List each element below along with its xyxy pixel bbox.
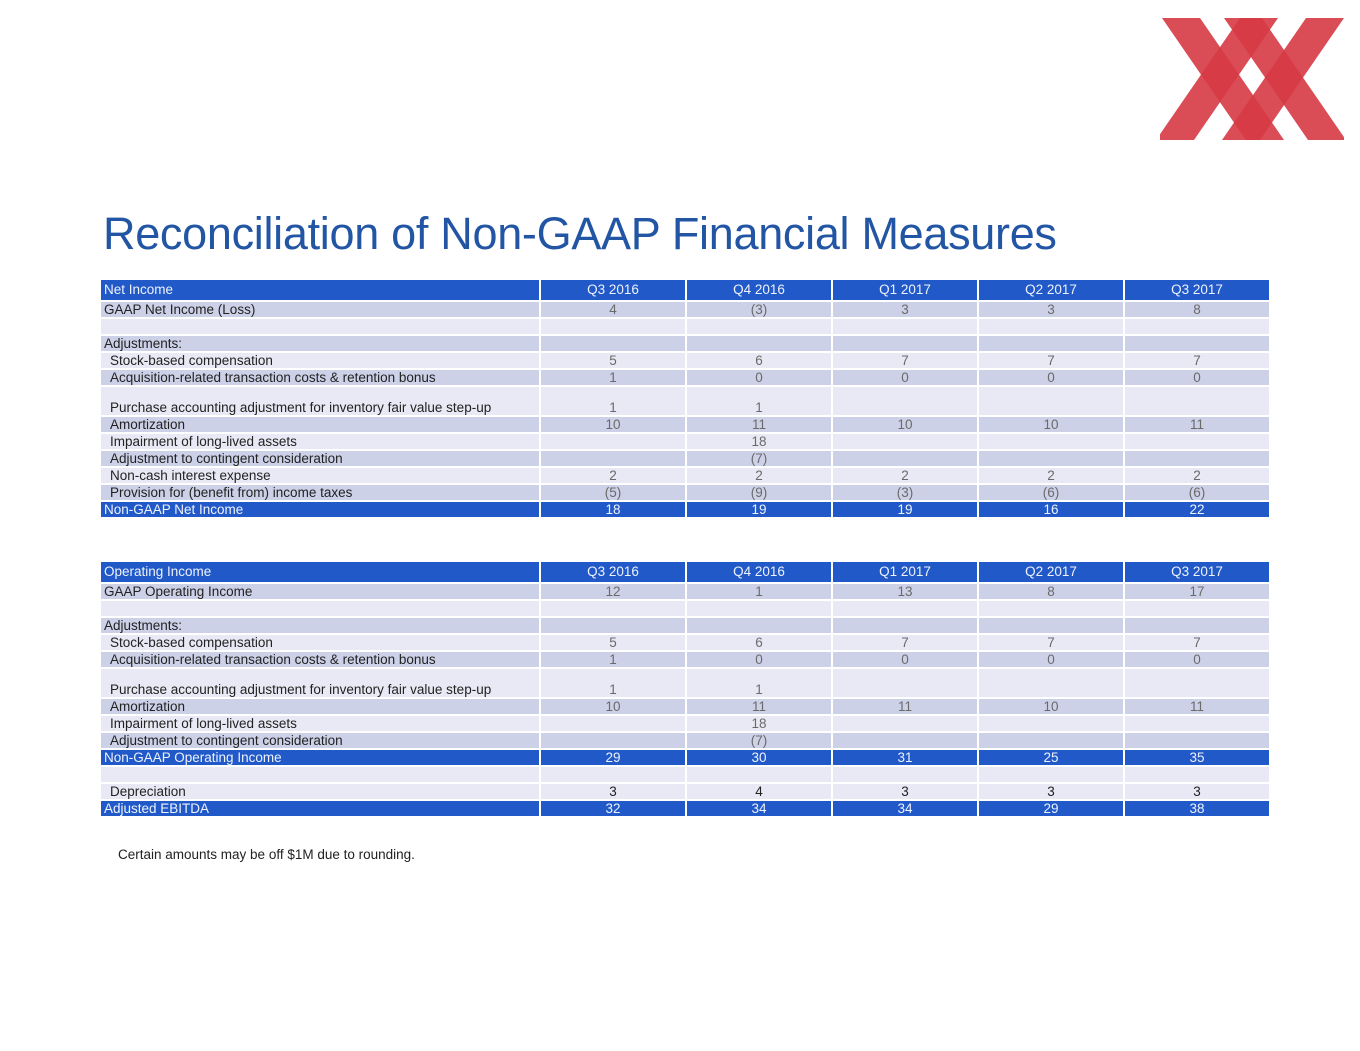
value-cell: (5) [540,484,686,501]
value-cell [1124,668,1270,698]
value-cell: 25 [978,749,1124,766]
page-title: Reconciliation of Non-GAAP Financial Measures [103,208,1057,259]
value-cell: 10 [978,698,1124,715]
row-label: Stock-based compensation [100,634,540,651]
depreciation-row [100,783,1270,800]
table-row [100,715,1270,732]
value-cell [1124,732,1270,749]
value-cell: 1 [540,369,686,386]
value-cell: 2 [540,467,686,484]
row-label: Amortization [100,698,540,715]
value-cell: 5 [540,634,686,651]
table-row [100,301,1270,318]
value-cell [978,433,1124,450]
value-cell [832,617,978,634]
table-row [100,617,1270,634]
value-cell [832,335,978,352]
value-cell: 5 [540,352,686,369]
row-label: Impairment of long-lived assets [100,433,540,450]
value-cell [686,600,832,617]
value-cell: 3 [832,783,978,800]
value-cell [832,433,978,450]
value-cell: 3 [1124,783,1270,800]
column-header: Q2 2017 [978,279,1124,301]
value-cell: 10 [540,416,686,433]
value-cell: 18 [540,501,686,518]
column-header: Q1 2017 [832,561,978,583]
value-cell [978,450,1124,467]
row-label: Adjustments: [100,617,540,634]
column-header: Q3 2016 [540,279,686,301]
value-cell: 34 [686,800,832,817]
value-cell: 0 [832,651,978,668]
value-cell [686,617,832,634]
row-label: Stock-based compensation [100,352,540,369]
value-cell: 3 [540,783,686,800]
value-cell: 0 [686,651,832,668]
table-row [100,433,1270,450]
column-header: Q4 2016 [686,561,832,583]
value-cell [686,318,832,335]
value-cell: 2 [1124,467,1270,484]
value-cell: 10 [540,698,686,715]
table-row [100,484,1270,501]
empty-cell [1124,766,1270,783]
value-cell: 31 [832,749,978,766]
table-header [100,279,1270,301]
value-cell: 32 [540,800,686,817]
value-cell: 10 [832,416,978,433]
value-cell: 1 [686,386,832,416]
value-cell: 34 [832,800,978,817]
value-cell [1124,335,1270,352]
row-label: Purchase accounting adjustment for inventory fair value step-up [100,668,540,698]
value-cell: 17 [1124,583,1270,600]
table-row [100,335,1270,352]
value-cell: 4 [686,783,832,800]
row-label [100,600,540,617]
value-cell: 2 [686,467,832,484]
value-cell: (3) [686,301,832,318]
value-cell [832,732,978,749]
spacer-row [100,766,1270,783]
value-cell [686,335,832,352]
row-label: Adjustment to contingent consideration [100,732,540,749]
row-label: Acquisition-related transaction costs & retention bonus [100,369,540,386]
value-cell: 7 [1124,352,1270,369]
value-cell [1124,600,1270,617]
value-cell: 0 [832,369,978,386]
value-cell [978,335,1124,352]
table-row [100,386,1270,416]
table-row [100,634,1270,651]
value-cell: 6 [686,634,832,651]
table-row [100,369,1270,386]
column-header: Q3 2016 [540,561,686,583]
value-cell: 19 [686,501,832,518]
value-cell: 2 [978,467,1124,484]
value-cell [1124,617,1270,634]
row-label: Adjusted EBITDA [100,800,540,817]
value-cell: 12 [540,583,686,600]
value-cell [1124,433,1270,450]
value-cell: 7 [1124,634,1270,651]
table-row [100,352,1270,369]
value-cell [978,318,1124,335]
row-label: Adjustment to contingent consideration [100,450,540,467]
value-cell: 6 [686,352,832,369]
value-cell: 8 [1124,301,1270,318]
value-cell [1124,450,1270,467]
value-cell [978,386,1124,416]
table-row [100,668,1270,698]
value-cell: 2 [832,467,978,484]
value-cell: (7) [686,732,832,749]
rounding-footnote: Certain amounts may be off $1M due to rounding. [118,847,415,862]
value-cell [978,600,1124,617]
value-cell: 0 [686,369,832,386]
column-header: Q4 2016 [686,279,832,301]
value-cell: 11 [686,416,832,433]
value-cell: (9) [686,484,832,501]
value-cell: (7) [686,450,832,467]
value-cell [1124,386,1270,416]
value-cell: (3) [832,484,978,501]
value-cell [978,715,1124,732]
table-row [100,416,1270,433]
value-cell: 1 [540,386,686,416]
value-cell [1124,715,1270,732]
table-row [100,467,1270,484]
value-cell: 13 [832,583,978,600]
value-cell [1124,318,1270,335]
value-cell: 18 [686,715,832,732]
empty-cell [978,766,1124,783]
value-cell: (6) [1124,484,1270,501]
value-cell: 19 [832,501,978,518]
column-header: Q3 2017 [1124,561,1270,583]
value-cell: 1 [686,668,832,698]
row-label: GAAP Net Income (Loss) [100,301,540,318]
value-cell [832,386,978,416]
value-cell: 18 [686,433,832,450]
value-cell [540,715,686,732]
value-cell: 7 [978,634,1124,651]
empty-cell [832,766,978,783]
value-cell: 4 [540,301,686,318]
row-label: Provision for (benefit from) income taxes [100,484,540,501]
value-cell: 30 [686,749,832,766]
net-income-table [99,278,1271,519]
row-label: Non-GAAP Net Income [100,501,540,518]
row-label: GAAP Operating Income [100,583,540,600]
value-cell: 11 [1124,416,1270,433]
row-label: Acquisition-related transaction costs & retention bonus [100,651,540,668]
column-header: Q3 2017 [1124,279,1270,301]
value-cell [978,617,1124,634]
row-label: Adjustments: [100,335,540,352]
value-cell: 0 [1124,369,1270,386]
value-cell [832,600,978,617]
value-cell: 3 [978,301,1124,318]
row-label: Non-cash interest expense [100,467,540,484]
table-row [100,450,1270,467]
value-cell: 7 [832,352,978,369]
value-cell [978,668,1124,698]
value-cell: 0 [978,369,1124,386]
value-cell: 3 [832,301,978,318]
table-header [100,561,1270,583]
table-row [100,698,1270,715]
operating-income-table [99,560,1271,818]
value-cell [540,318,686,335]
value-cell [832,715,978,732]
company-logo [1160,16,1344,142]
value-cell [540,600,686,617]
column-header: Q1 2017 [832,279,978,301]
column-header: Q2 2017 [978,561,1124,583]
table-row [100,600,1270,617]
value-cell: 10 [978,416,1124,433]
value-cell: 0 [1124,651,1270,668]
row-label [100,318,540,335]
table-row [100,732,1270,749]
value-cell: 11 [686,698,832,715]
value-cell: 7 [978,352,1124,369]
value-cell [540,732,686,749]
value-cell: 0 [978,651,1124,668]
value-cell: 1 [540,668,686,698]
value-cell [540,433,686,450]
total-row [100,800,1270,817]
value-cell: 11 [1124,698,1270,715]
table-row [100,651,1270,668]
value-cell [540,617,686,634]
value-cell: 38 [1124,800,1270,817]
value-cell: 7 [832,634,978,651]
row-label: Depreciation [100,783,540,800]
value-cell: 29 [540,749,686,766]
value-cell: 11 [832,698,978,715]
row-label: Amortization [100,416,540,433]
value-cell [978,732,1124,749]
value-cell: 16 [978,501,1124,518]
subtotal-row [100,749,1270,766]
empty-cell [540,766,686,783]
header-title: Operating Income [100,561,540,583]
total-row [100,501,1270,518]
header-title: Net Income [100,279,540,301]
value-cell [832,318,978,335]
empty-cell [100,766,540,783]
value-cell [832,450,978,467]
row-label: Non-GAAP Operating Income [100,749,540,766]
value-cell [540,335,686,352]
value-cell [540,450,686,467]
value-cell [832,668,978,698]
value-cell: 29 [978,800,1124,817]
value-cell: (6) [978,484,1124,501]
empty-cell [686,766,832,783]
table-row [100,583,1270,600]
value-cell: 22 [1124,501,1270,518]
table-row [100,318,1270,335]
row-label: Impairment of long-lived assets [100,715,540,732]
value-cell: 35 [1124,749,1270,766]
value-cell: 3 [978,783,1124,800]
row-label: Purchase accounting adjustment for inventory fair value step-up [100,386,540,416]
value-cell: 1 [686,583,832,600]
value-cell: 1 [540,651,686,668]
value-cell: 8 [978,583,1124,600]
